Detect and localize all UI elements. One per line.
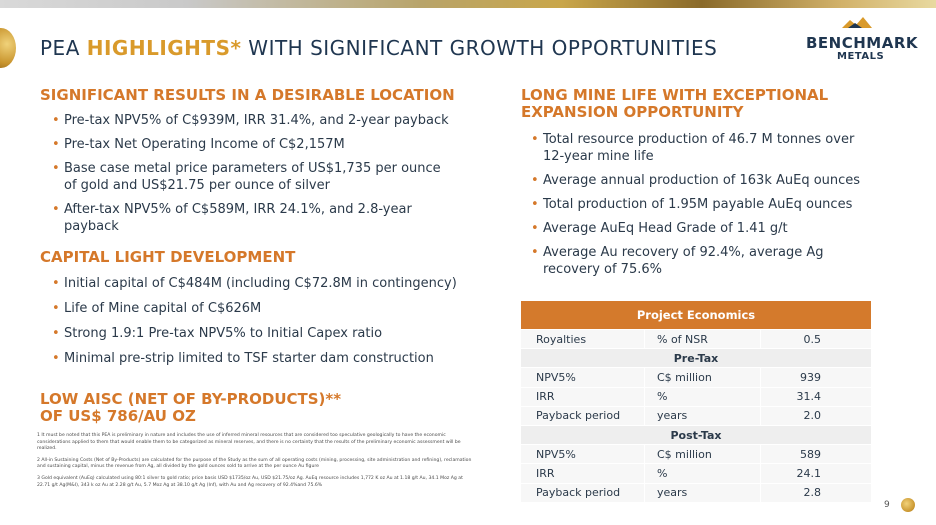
page-number: 9 [884,500,890,510]
table-row [521,406,871,425]
table-section-label: Pre-Tax [521,349,871,368]
table-row [521,368,871,387]
logo-wordmark: BENCHMARK [806,34,919,52]
list-item: • Pre-tax NPV5% of C$939M, IRR 31.4%, and 2-year payback [50,112,470,129]
section-heading-aisc-value: OF US$ 786/AU OZ [40,407,196,425]
footnotes [37,433,477,494]
footnote: 1 It must be noted that this PEA is preliminary in nature and includes the use of inferred mineral resources that are considered too speculative geologically to have the economic considerations applied to them that would enable them to be categorized as mineral reserves, and there is no certainty that the results of the preliminary economic assessment will be realized. [37,433,461,452]
list-item: • After-tax NPV5% of C$589M, IRR 24.1%, and 2.8-year payback [50,201,470,235]
list-item: • Life of Mine capital of C$626M [50,300,490,317]
page-title: PEA HIGHLIGHTS* WITH SIGNIFICANT GROWTH OPPORTUNITIES [40,36,718,60]
list-item: • Base case metal price parameters of US$1,735 per ounce of gold and US$21.75 per ounce of silver [50,160,454,194]
table-row [521,445,871,464]
section-heading-results: SIGNIFICANT RESULTS IN A DESIRABLE LOCATION [40,86,455,104]
table-row [521,330,871,349]
list-item: • Minimal pre-strip limited to TSF starter dam construction [50,350,490,367]
table-cell: % [645,464,761,483]
mine-life-bullet-list [529,131,874,278]
table-section-label: Post-Tax [521,425,871,444]
table-cell: C$ million [645,445,761,464]
table-cell: NPV5% [521,368,645,387]
section-heading-expansion: EXPANSION OPPORTUNITY [521,103,744,121]
table-cell: 939 [761,368,872,387]
list-item: • Initial capital of C$484M (including C$72.8M in contingency) [50,275,490,292]
list-item: • Total resource production of 46.7 M tonnes over 12-year mine life [529,131,868,165]
table-row [521,387,871,406]
project-economics-table [521,301,871,502]
table-cell: C$ million [645,368,761,387]
table-row [521,464,871,483]
list-item: • Average annual production of 163k AuEq ounces [529,172,874,189]
table-cell: years [645,483,761,502]
table-cell: Payback period [521,483,645,502]
footnote: 3 Gold equivalent (AuEq) calculated using 80:1 silver to gold ratio; price basis USD $1735/oz Au, USD $21.75/oz Ag. AuEq resource includes 1,772 K oz Au at 1.18 g/t Au, 34.1 Moz Ag at 22.71 g/t Ag(M&I), 343 k oz Au at 2.28 g/t Au, 5.7 Moz Ag at 38.10 g/t Ag (Inf), with Au and Ag recovery of 92.4%and 75.6% [37,475,463,488]
list-item: • Strong 1.9:1 Pre-tax NPV5% to Initial Capex ratio [50,325,490,342]
table-cell: IRR [521,387,645,406]
table-cell: 0.5 [761,330,872,349]
results-bullet-list [50,112,470,235]
footnote: 2 All-in Sustaining Costs (Net of By-Products) are calculated for the purpose of the Study as the sum of all operating costs (mining, processing, site administration and refining), reclamation and sustaining capital, minus the revenue from Ag, all divided by the gold ounces sold to arrive at the per ounce Au figure [37,457,472,470]
logo-subtitle: METALS [837,51,885,62]
title-highlight: HIGHLIGHTS* [86,36,242,60]
table-cell: IRR [521,464,645,483]
gold-nugget-icon [901,498,915,512]
list-item: • Average Au recovery of 92.4%, average Ag recovery of 75.6% [529,244,874,278]
table-cell: Royalties [521,330,645,349]
table-cell: % [645,387,761,406]
table-cell: 24.1 [761,464,872,483]
table-row [521,483,871,502]
gold-ore-decoration [0,28,16,68]
section-heading-mine-life: LONG MINE LIFE WITH EXCEPTIONAL [521,86,829,104]
section-heading-aisc: LOW AISC (NET OF BY-PRODUCTS)** [40,390,342,408]
list-item: • Total production of 1.95M payable AuEq ounces [529,196,874,213]
list-item: • Average AuEq Head Grade of 1.41 g/t [529,220,874,237]
table-cell: NPV5% [521,445,645,464]
list-item: • Pre-tax Net Operating Income of C$2,157M [50,136,470,153]
section-heading-capital: CAPITAL LIGHT DEVELOPMENT [40,248,296,266]
table-cell: % of NSR [645,330,761,349]
table-cell: 31.4 [761,387,872,406]
table-cell: 2.8 [761,483,872,502]
table-cell: Payback period [521,406,645,425]
capital-bullet-list [50,275,490,367]
table-cell: 589 [761,445,872,464]
table-cell: 2.0 [761,406,872,425]
table-cell: years [645,406,761,425]
decorative-top-band [0,0,936,8]
table-title: Project Economics [521,301,871,330]
